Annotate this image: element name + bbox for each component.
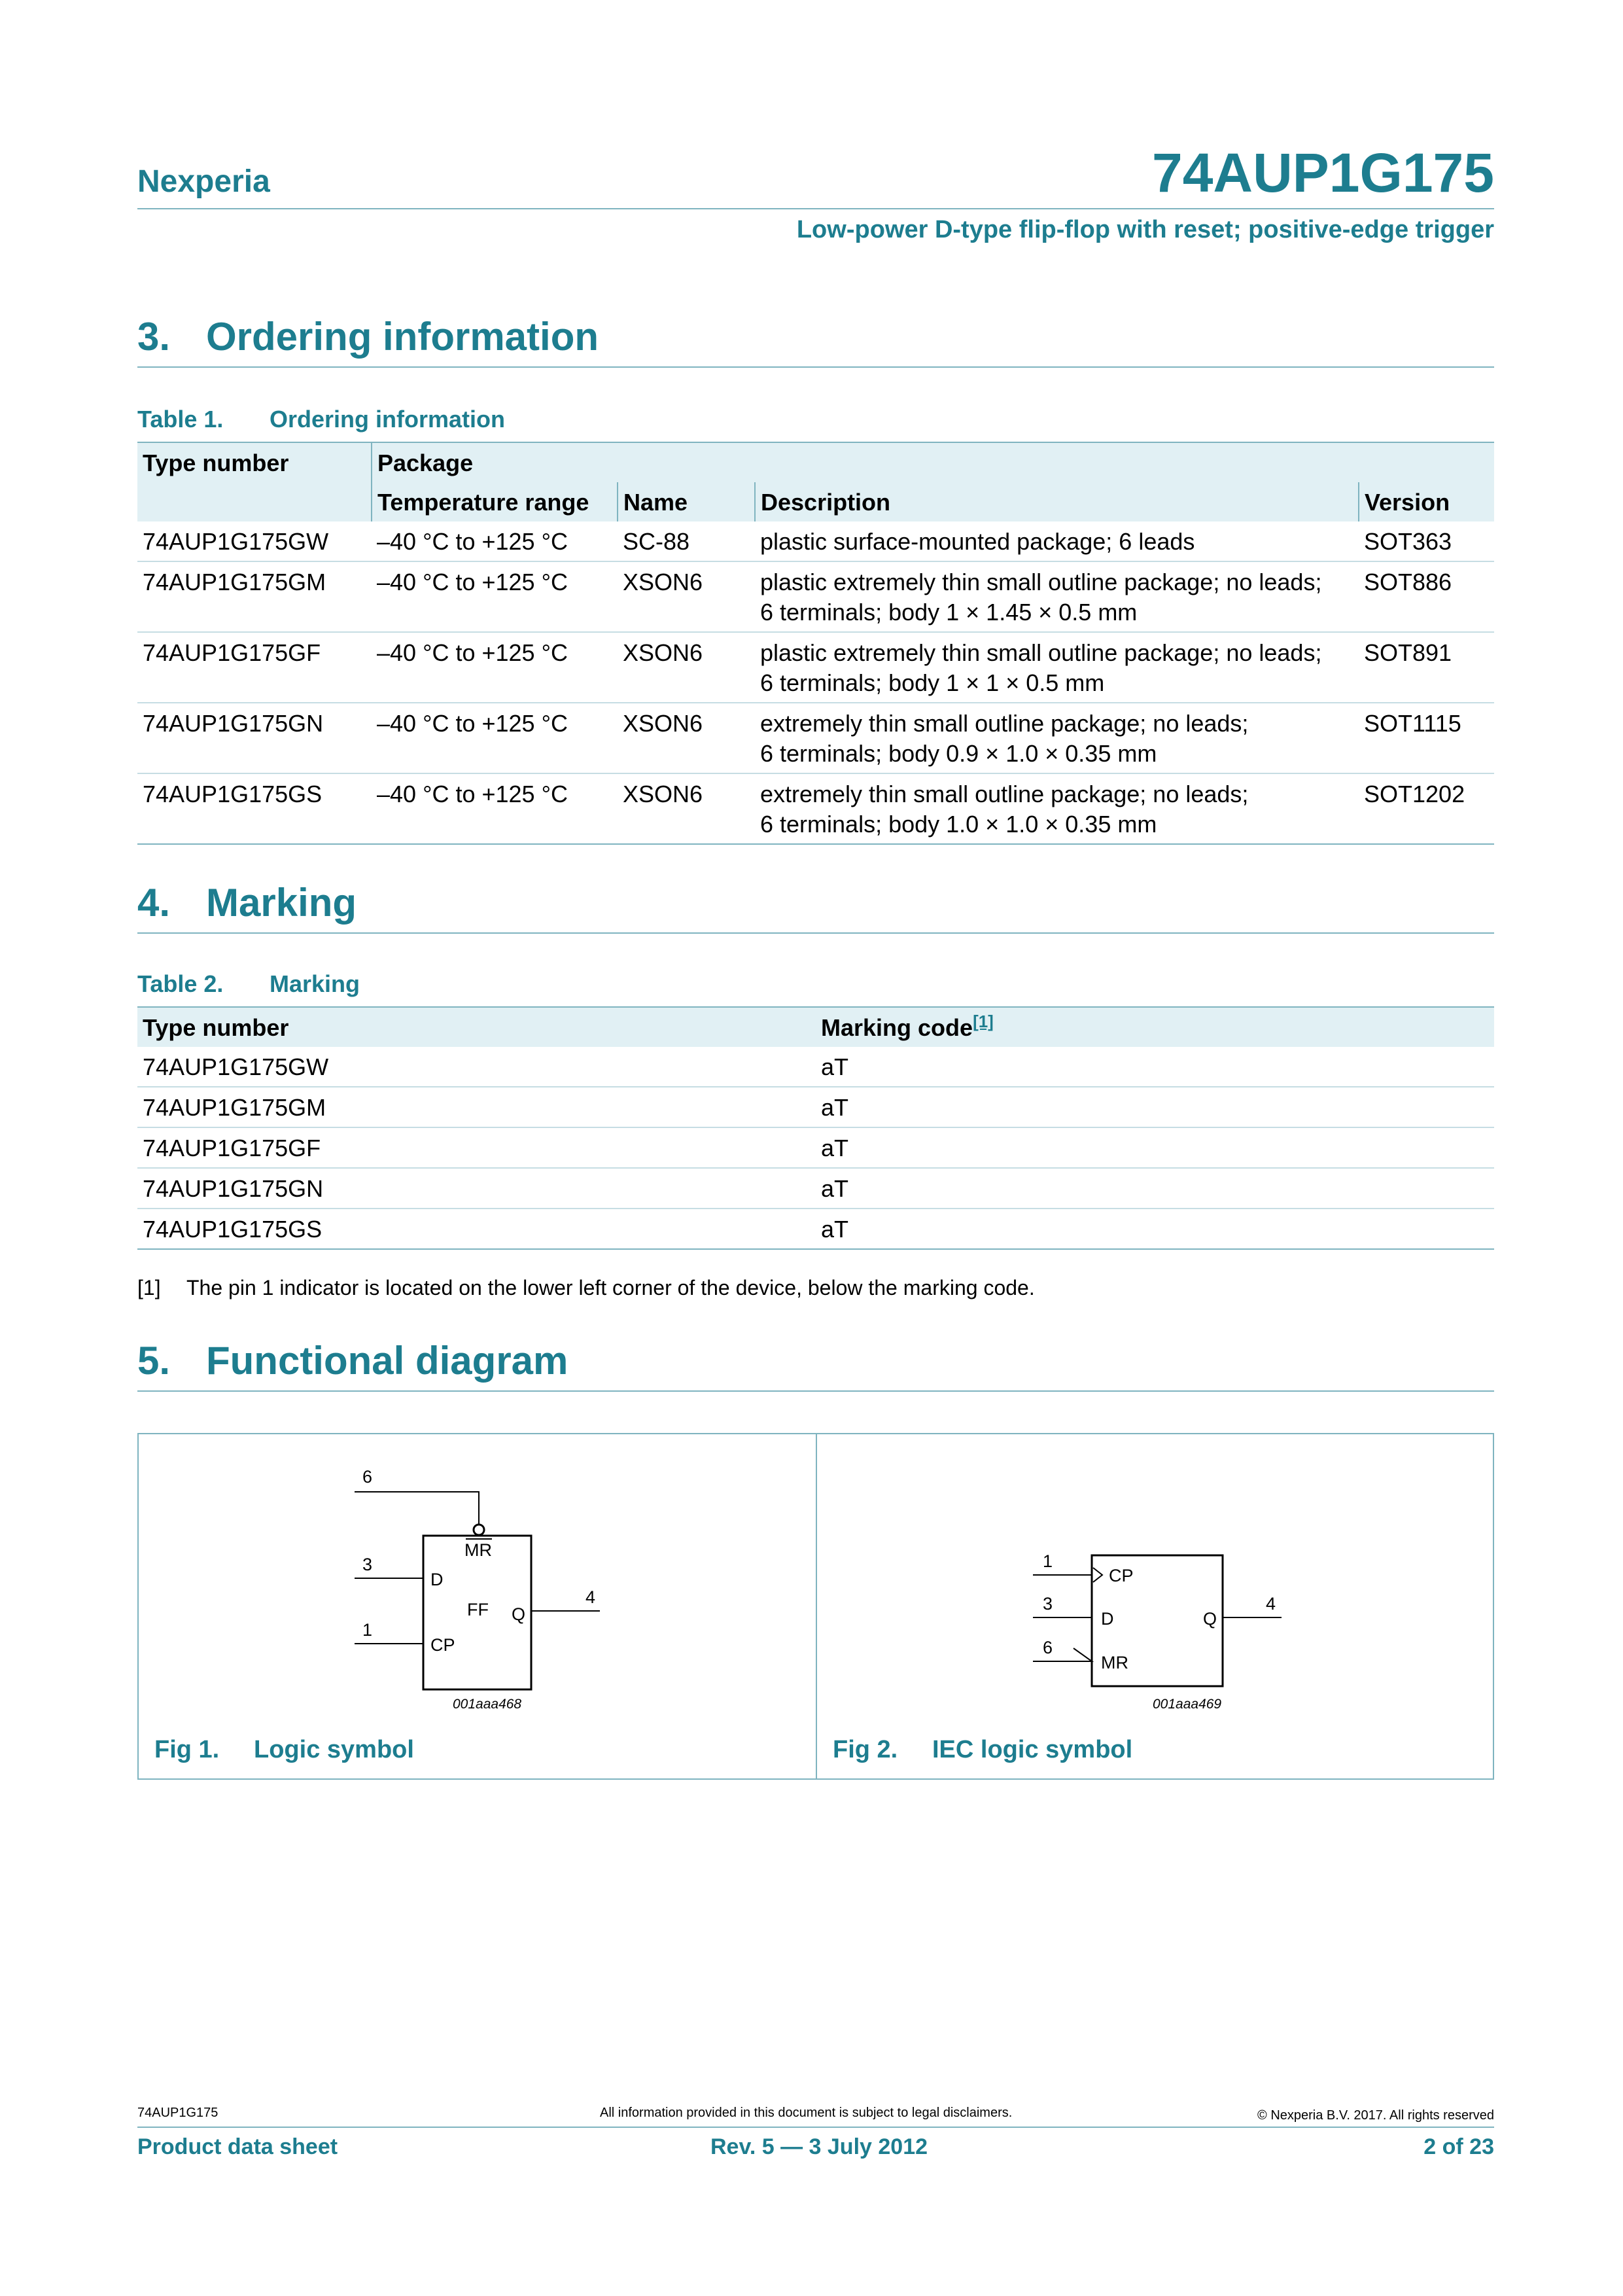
description-line-1: plastic extremely thin small outline package; no leads; (760, 639, 1322, 666)
marking-code-label: Marking code (821, 1014, 973, 1041)
cell-type: 74AUP1G175GF (137, 1127, 816, 1168)
table-row (137, 561, 1494, 632)
cell-type: 74AUP1G175GW (143, 528, 329, 555)
pin-3-label: 3 (1043, 1594, 1053, 1614)
pin-4-label: 4 (1266, 1594, 1276, 1614)
inversion-bubble (474, 1525, 484, 1535)
cell-code: aT (816, 1209, 1494, 1249)
cell-name: XSON6 (618, 703, 755, 773)
cell-description (755, 561, 1359, 632)
negation-triangle-icon (1073, 1648, 1092, 1661)
section-title: Functional diagram (206, 1339, 568, 1383)
footer-disclaimer: All information provided in this document is subject to legal disclaimers. (600, 2106, 1013, 2120)
mr-input-label: MR (464, 1540, 492, 1560)
table-number: Table 2. (137, 970, 224, 997)
figure-number: Fig 1. (154, 1736, 220, 1763)
section-title: Ordering information (206, 315, 599, 359)
col-temperature-range: Temperature range (372, 482, 618, 521)
section-5-heading (137, 1338, 568, 1383)
section-4-heading (137, 880, 357, 925)
cell-code: aT (816, 1168, 1494, 1209)
col-version: Version (1359, 482, 1494, 521)
q-output-label: Q (1203, 1609, 1217, 1629)
d-input-label: D (1101, 1609, 1114, 1629)
cell-type: 74AUP1G175GN (137, 1168, 816, 1209)
logic-symbol-diagram (139, 1434, 816, 1778)
section-title: Marking (206, 881, 357, 925)
cell-description (755, 773, 1359, 844)
cell-type: 74AUP1G175GF (137, 632, 372, 703)
pin-1-label: 1 (362, 1620, 373, 1640)
section-number: 4. (137, 881, 171, 925)
footer-divider (137, 2127, 1494, 2128)
table-row (137, 1209, 1494, 1249)
figure-number: Fig 2. (833, 1736, 898, 1763)
pin-6-label: 6 (362, 1467, 373, 1487)
pin-3-label: 3 (362, 1555, 373, 1574)
cell-version: SOT363 (1364, 528, 1452, 555)
table-row (137, 703, 1494, 773)
col-type-number: Type number (137, 1007, 816, 1047)
description-line-2: 6 terminals; body 1.0 × 1.0 × 0.35 mm (760, 811, 1157, 838)
cell-version: SOT1202 (1359, 773, 1494, 844)
figure-title: IEC logic symbol (932, 1736, 1133, 1763)
section-number: 5. (137, 1339, 171, 1383)
figure-1-caption (154, 1736, 414, 1764)
figure-title: Logic symbol (254, 1736, 414, 1763)
figure-code: 001aaa469 (1153, 1697, 1222, 1712)
q-output-label: Q (512, 1604, 526, 1624)
ordering-table (137, 442, 1494, 845)
section-divider (137, 932, 1494, 934)
pin-1-label: 1 (1043, 1551, 1053, 1571)
iec-logic-symbol-diagram (817, 1434, 1493, 1778)
cell-type: 74AUP1G175GW (143, 1053, 329, 1080)
cell-name: XSON6 (618, 773, 755, 844)
cell-version: SOT1115 (1359, 703, 1494, 773)
table-row (137, 773, 1494, 844)
figure-1-box (137, 1433, 817, 1780)
col-marking-code (816, 1007, 1494, 1047)
cell-description (755, 521, 1359, 561)
part-number-title: 74AUP1G175 (1152, 142, 1494, 203)
col-description: Description (755, 482, 1359, 521)
description-line-2: 6 terminals; body 1 × 1.45 × 0.5 mm (760, 599, 1138, 626)
cell-temp: –40 °C to +125 °C (372, 703, 618, 773)
col-type-number: Type number (137, 442, 372, 521)
section-number: 3. (137, 315, 171, 359)
cell-type: 74AUP1G175GM (137, 561, 372, 632)
table-title: Ordering information (270, 406, 505, 433)
figure-2-box (816, 1433, 1494, 1780)
cell-type: 74AUP1G175GN (137, 703, 372, 773)
document-subtitle: Low-power D-type flip-flop with reset; positive-edge trigger (796, 216, 1494, 243)
table-row (137, 1127, 1494, 1168)
figure-code: 001aaa468 (453, 1697, 522, 1712)
table-row (137, 1087, 1494, 1127)
cell-type: 74AUP1G175GS (137, 773, 372, 844)
table-row (137, 521, 1494, 561)
col-package: Package (372, 442, 1494, 482)
description-line-1: extremely thin small outline package; no leads; (760, 710, 1249, 737)
cell-type: 74AUP1G175GM (137, 1087, 816, 1127)
col-name: Name (618, 482, 755, 521)
footer-page-number: 2 of 23 (1423, 2134, 1494, 2159)
cell-name: XSON6 (618, 561, 755, 632)
cp-input-label: CP (1109, 1566, 1134, 1585)
cp-input-label: CP (430, 1635, 455, 1655)
cell-version: SOT886 (1359, 561, 1494, 632)
section-3-heading (137, 314, 599, 359)
footer-copyright: © Nexperia B.V. 2017. All rights reserved (1257, 2108, 1494, 2123)
cell-temp: –40 °C to +125 °C (372, 561, 618, 632)
footer-part-number: 74AUP1G175 (137, 2106, 218, 2120)
footer-document-type: Product data sheet (137, 2134, 338, 2159)
figure-2-caption (833, 1736, 1132, 1764)
header-divider (137, 208, 1494, 209)
table-row (137, 1047, 1494, 1087)
cell-temp: –40 °C to +125 °C (372, 632, 618, 703)
description-line-2: 6 terminals; body 0.9 × 1.0 × 0.35 mm (760, 740, 1157, 767)
table-number: Table 1. (137, 406, 224, 433)
table-row (137, 1168, 1494, 1209)
cell-code: aT (816, 1087, 1494, 1127)
cell-description (755, 703, 1359, 773)
cell-temp: –40 °C to +125 °C (372, 773, 618, 844)
clock-edge-icon (1093, 1568, 1102, 1582)
pin-6-label: 6 (1043, 1638, 1053, 1657)
footnote-number: [1] (137, 1276, 161, 1299)
cell-description (755, 632, 1359, 703)
footnote-text: The pin 1 indicator is located on the lower left corner of the device, below the marking code. (186, 1276, 1035, 1299)
table-title: Marking (270, 970, 360, 997)
section-divider (137, 1390, 1494, 1392)
marking-table (137, 1006, 1494, 1250)
table-2-caption (137, 970, 360, 998)
cell-temp: –40 °C to +125 °C (377, 528, 568, 555)
ff-label: FF (467, 1600, 489, 1619)
pin-4-label: 4 (585, 1587, 596, 1607)
cell-name: SC-88 (623, 528, 690, 555)
brand-name: Nexperia (137, 164, 270, 199)
description-line-1: plastic surface-mounted package; 6 leads (760, 528, 1195, 555)
section-divider (137, 366, 1494, 368)
cell-code: aT (816, 1127, 1494, 1168)
table-1-caption (137, 406, 505, 433)
d-input-label: D (430, 1570, 444, 1589)
footnote-link[interactable]: [1] (973, 1012, 994, 1031)
footer-revision: Rev. 5 — 3 July 2012 (710, 2134, 928, 2159)
cell-name: XSON6 (618, 632, 755, 703)
table-row (137, 632, 1494, 703)
mr-wire (355, 1492, 479, 1525)
description-line-1: plastic extremely thin small outline package; no leads; (760, 569, 1322, 595)
description-line-2: 6 terminals; body 1 × 1 × 0.5 mm (760, 669, 1105, 696)
cell-version: SOT891 (1359, 632, 1494, 703)
cell-type: 74AUP1G175GS (137, 1209, 816, 1249)
mr-input-label: MR (1101, 1653, 1128, 1672)
table-footnote (137, 1276, 1035, 1300)
description-line-1: extremely thin small outline package; no leads; (760, 781, 1249, 807)
cell-code: aT (821, 1053, 849, 1080)
